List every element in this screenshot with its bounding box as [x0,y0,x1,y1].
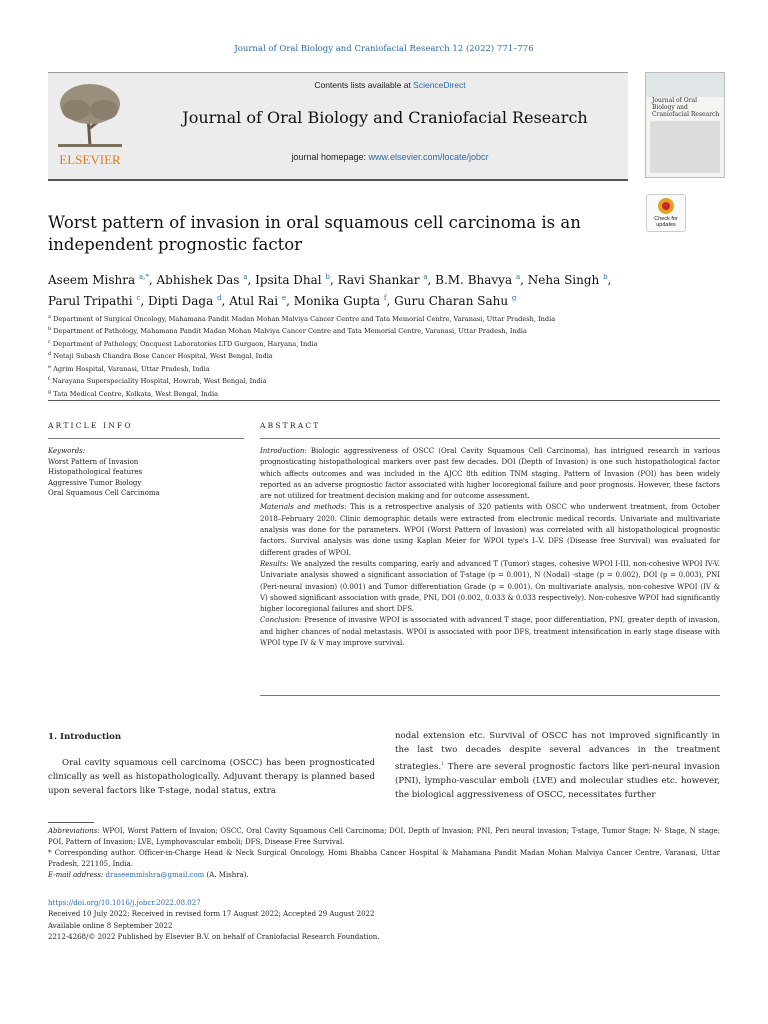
author-affiliation-mark[interactable]: a [423,273,428,281]
keyword-item: Aggressive Tumor Biology [48,478,142,487]
author-affiliation-mark[interactable]: b [603,273,608,281]
author-affiliation-mark[interactable]: b [325,273,330,281]
doi-link[interactable]: https://doi.org/10.1016/j.jobcr.2022.08.027 [48,899,201,907]
body-column-right [395,729,720,802]
author-name[interactable]: Guru Charan Sahu [394,294,509,308]
author-affiliation-mark[interactable]: a [243,273,248,281]
author-affiliation-mark[interactable]: f [383,294,387,302]
homepage-label: journal homepage: [291,152,369,162]
author-name[interactable]: Ravi Shankar [337,273,420,287]
affiliation-item: $^a$ Department of Surgical Oncology, Mahamana Pandit Madan Mohan Malviya Cancer Centre and Tata Memorial Centre, Varanasi, Uttar Pradesh, India [48,314,556,324]
check-updates-label: Check for updates [654,216,678,228]
affiliation-item: $^f$ Narayana Superspeciality Hospital, Howrah, West Bengal, India [48,376,267,386]
author-name[interactable]: Abhishek Das [156,273,240,287]
author-affiliation-mark[interactable]: d [217,294,222,302]
author-name[interactable]: Atul Rai [229,294,279,308]
journal-homepage [160,152,620,162]
affiliation-item: $^g$ Tata Medical Centre, Kolkata, West Bengal, India [48,388,219,399]
abstract-introduction: Introduction: Biologic aggressiveness of OSCC (Oral Cavity Squamous Cell Carcinoma), has intrigued research in various prognosticating histopathological markers over past few decades. DOI (Depth of Invasion) is one such histopathological factor which affects outcomes and was included in the AJCC 8th edition TNM staging. Pattern of Invasion (POI) has been widely reported as an adverse prognostic factor associated with higher locoregional failure and poor prognosis. However, these factors are not utilized for treatment decision making and for outcome assessment. [260,447,720,501]
author-name[interactable]: Monika Gupta [293,294,381,308]
contents-prefix: Contents lists available at [314,80,414,90]
body-paragraph: nodal extension etc. Survival of OSCC has not improved significantly in the last two decades despite several advances in the treatment strategies.$^1$ There are several prognostic factors like peri-neural invasion (PNI), lympho-vascular emboli (LVE) and molecular studies etc. however, the biological aggressiveness of OSCC, necessitates further [395,731,720,801]
affiliation-item: $^b$ Department of Pathology, Mahamana Pandit Madan Mohan Malviya Cancer Centre and Tata Memorial Centre, Varanasi, Uttar Pradesh, India [48,326,527,336]
journal-title: Journal of Oral Biology and Craniofacial Research [182,108,588,127]
abstract-heading: ABSTRACT [260,421,321,430]
affiliations [48,312,688,399]
author-name[interactable]: B.M. Bhavya [435,273,513,287]
email-note: E-mail address: draseemmishra@gmail.com (A. Mishra). [48,871,249,879]
author-name[interactable]: Ipsita Dhal [255,273,322,287]
corresponding-author-note: * Corresponding author. Officer-in-Charge Head & Neck Surgical Oncology, Homi Bhabha Cancer Hospital & Mahamana Pandit Madan Mohan Malviya Cancer Centre, Varanasi, Uttar Pradesh, 221105, India. [48,849,720,868]
elsevier-wordmark: ELSEVIER [59,152,121,167]
cover-title: Journal of Oral Biology and Craniofacial Research [652,97,720,118]
abstract-results: Results: We analyzed the results comparing, early and advanced T (Tumor) stages, cohesive WPOI I-III, non-cohesive WPOI IV-V. Univariate analysis showed a significant association of T-stage (p = 0.001), N (Nodal) -stage (p = 0.002), DOI (p = 0.003), PNI (Peri-neural invasion) (0.001) and Tumor differentiation Grade (p = 0.001). On multivariate analysis, non-cohesive WPOI (IV & V) showed significant association with grade, PNI, DOI (0.002, 0.033 & 0.033 respectively). Non-cohesive WPOI had significantly higher locoregional failures and short DFS. [260,559,720,614]
footnotes [48,826,720,881]
journal-cover-thumbnail [645,72,725,178]
abbreviations-note: Abbreviations: WPOI, Worst Pattern of Invaion; OSCC, Oral Cavity Squamous Cell Carcinoma; DOI, Depth of Invasion; PNI, Peri neural invasion; T-stage, Tumor Stage; N- Stage, N stage; POI, Pattern of Invasion; LVE, Lymphovascular emboli; DFS, Disease Free Survival. [48,827,720,846]
author-affiliation-mark[interactable]: a [515,273,521,281]
sciencedirect-link[interactable]: ScienceDirect [413,80,466,90]
affiliation-item: $^e$ Agrim Hospital, Varanasi, Uttar Pradesh, India [48,363,210,374]
keyword-item: Oral Squamous Cell Carcinoma [48,489,160,497]
homepage-link[interactable]: www.elsevier.com/locate/jobcr [368,152,489,162]
article-info-divider [48,438,244,439]
footnote-divider [48,822,94,823]
online-date: Available online 8 September 2022 [48,921,173,930]
citation-link[interactable]: 1 [441,761,445,768]
article-title: Worst pattern of invasion in oral squamous cell carcinoma is an independent prognostic factor [48,213,581,254]
author-name[interactable]: Parul Tripathi [48,294,133,308]
article-metadata [48,898,720,943]
body-paragraph: Oral cavity squamous cell carcinoma (OSCC) has been prognosticated clinically as well as histopathologically. Adjuvant therapy is planned based upon several factors like T-stage, nodal status, extra [48,758,375,797]
keyword-item: Histopathological features [48,468,143,476]
affiliation-item: $^c$ Department of Pathology, Oncquest Laboratories LTD Gurgaon, Haryana, India [48,338,318,349]
check-for-updates-button[interactable] [646,194,686,232]
keywords-label: Keywords: [48,447,86,455]
journal-reference[interactable]: Journal of Oral Biology and Craniofacial Research 12 (2022) 771–776 [234,44,534,54]
copyright-notice: 2212-4268/© 2022 Published by Elsevier B.V. on behalf of Craniofacial Research Foundation. [48,932,380,941]
section-divider [48,400,720,401]
abstract-body [260,446,720,649]
author-affiliation-mark[interactable]: c [136,294,141,302]
abstract-end-divider [260,695,720,696]
abstract-divider [260,438,720,439]
body-column-left [48,730,375,798]
author-name[interactable]: Aseem Mishra [48,273,136,287]
author-affiliation-mark[interactable]: g [511,294,517,302]
keywords-block [48,446,248,499]
author-name[interactable]: Neha Singh [527,273,600,287]
author-email-link[interactable]: draseemmishra@gmail.com [105,871,205,879]
contents-line [160,80,620,90]
elsevier-logo [52,76,128,168]
keyword-item: Worst Pattern of Invasion [48,457,139,466]
abstract-methods: Materials and methods: This is a retrospective analysis of 320 patients with OSCC who underwent treatment, from October 2018–February 2020. Clinic demographic details were extracted from electronic medical records. Univariate and multivariate analysis was done for the parameters. WPOI (Worst Pattern of Invasion) was correlated with all histopathological prognostic factors. Survival analysis was done using Kaplan Meier for WPOI type's I–V. DFS (Disease free Survival) was evaluated for different grades of WPOI. [260,503,720,557]
affiliation-item: $^d$ Netaji Subash Chandra Bose Cancer Hospital, West Bengal, India [48,351,273,361]
received-dates: Received 10 July 2022; Received in revised form 17 August 2022; Accepted 29 August 2022 [48,910,375,919]
author-affiliation-mark[interactable]: e [281,294,287,302]
author-name[interactable]: Dipti Daga [148,294,214,308]
article-info-heading: ARTICLE INFO [48,421,133,430]
author-list: Aseem Mishra $^{a,*}$, Abhishek Das $^a$, Ipsita Dhal $^b$, Ravi Shankar $^a$, B.M. Bhavya $^a$, Neha Singh $^b$, Parul Tripathi $^c$, Dipti Daga $^d$, Atul Rai $^e$, Monika Gupta $^f$, Guru Charan Sahu $^g$ [48,273,612,308]
abstract-conclusion: Conclusion: Presence of invasive WPOI is associated with advanced T stage, poor differentiation, PNI, greater depth of invasion, and higher chances of nodal metastasis. WPOI is associated with poor DFS, treatment intensification in early stage disease with WPOI type IV & V may improve survival. [260,616,720,648]
author-affiliation-mark[interactable]: a,* [138,273,149,281]
introduction-heading: 1. Introduction [48,732,122,742]
